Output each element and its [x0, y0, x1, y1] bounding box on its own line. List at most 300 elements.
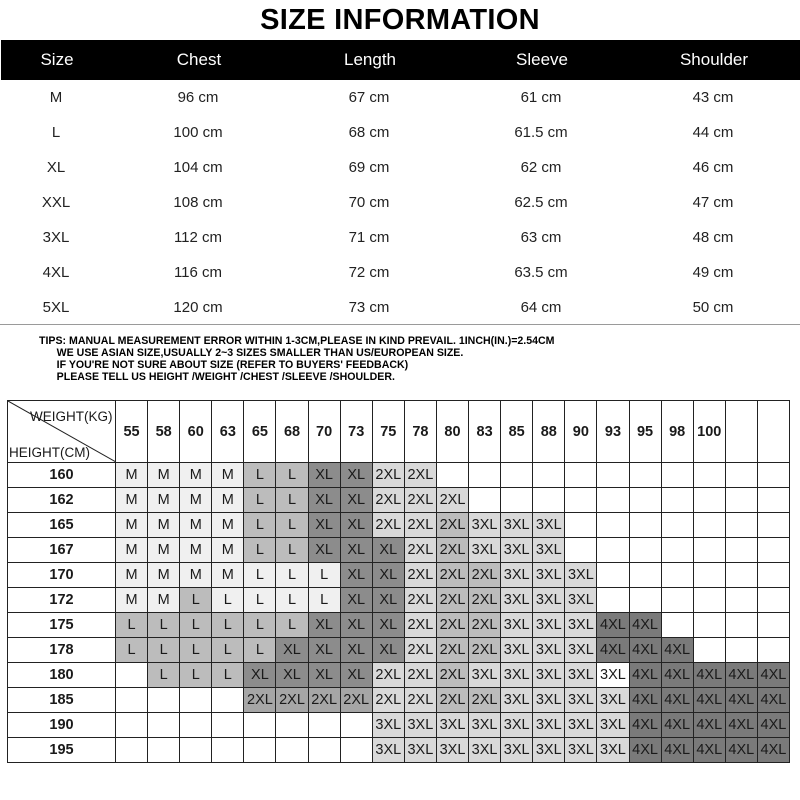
size-recommendation-cell: M [212, 538, 244, 563]
size-recommendation-cell: L [244, 513, 276, 538]
size-recommendation-cell [693, 563, 725, 588]
size-recommendation-cell: 3XL [533, 563, 565, 588]
size-recommendation-cell: 3XL [597, 663, 629, 688]
size-recommendation-cell: L [244, 538, 276, 563]
size-recommendation-cell: XL [308, 488, 340, 513]
size-recommendation-cell: 3XL [501, 688, 533, 713]
size-recommendation-cell [244, 713, 276, 738]
size-recommendation-cell [693, 463, 725, 488]
size-recommendation-cell: XL [340, 463, 372, 488]
chart-row [8, 588, 790, 613]
size-recommendation-cell: M [116, 513, 148, 538]
page-title: SIZE INFORMATION [260, 4, 540, 36]
size-recommendation-cell: 2XL [469, 613, 501, 638]
size-recommendation-cell [693, 513, 725, 538]
size-recommendation-cell: XL [372, 563, 404, 588]
size-row [0, 185, 800, 220]
size-recommendation-cell [757, 538, 789, 563]
chart-row [8, 463, 790, 488]
size-recommendation-cell: 3XL [436, 738, 468, 763]
size-cell-length: 67 cm [348, 89, 390, 106]
chart-row [8, 538, 790, 563]
size-recommendation-cell: 4XL [597, 638, 629, 663]
size-recommendation-cell: 2XL [404, 513, 436, 538]
size-recommendation-cell [116, 663, 148, 688]
size-recommendation-cell: 4XL [661, 713, 693, 738]
size-recommendation-cell [565, 538, 597, 563]
weight-header-cell: 88 [533, 401, 565, 463]
size-recommendation-cell: M [212, 463, 244, 488]
size-recommendation-cell: 2XL [404, 663, 436, 688]
size-recommendation-cell: L [148, 613, 180, 638]
size-recommendation-cell: 4XL [693, 713, 725, 738]
size-recommendation-cell [629, 463, 661, 488]
size-recommendation-cell: M [180, 513, 212, 538]
size-recommendation-cell: 3XL [565, 688, 597, 713]
weight-header-cell: 93 [597, 401, 629, 463]
size-recommendation-cell: XL [308, 613, 340, 638]
size-recommendation-cell: XL [340, 488, 372, 513]
size-recommendation-cell: L [244, 463, 276, 488]
size-cell-chest: 96 cm [177, 89, 219, 106]
height-weight-size-chart [7, 400, 790, 763]
size-cell-chest: 112 cm [173, 229, 223, 246]
size-row [0, 115, 800, 150]
size-recommendation-cell: 4XL [725, 688, 757, 713]
height-header-cell: 165 [8, 513, 116, 538]
size-recommendation-cell: XL [340, 513, 372, 538]
size-recommendation-cell [725, 638, 757, 663]
col-header-length: Length [344, 50, 396, 69]
size-recommendation-cell [757, 563, 789, 588]
chart-corner-cell [8, 401, 116, 463]
size-recommendation-cell: L [276, 588, 308, 613]
size-recommendation-cell: 2XL [404, 538, 436, 563]
weight-header-cell: 80 [436, 401, 468, 463]
size-recommendation-cell [244, 738, 276, 763]
size-recommendation-cell [116, 688, 148, 713]
size-recommendation-cell: M [212, 513, 244, 538]
size-recommendation-cell [501, 488, 533, 513]
height-header-cell: 162 [8, 488, 116, 513]
size-cell-length: 71 cm [348, 229, 390, 246]
size-recommendation-cell [180, 713, 212, 738]
size-recommendation-cell [180, 688, 212, 713]
size-recommendation-cell [629, 563, 661, 588]
size-recommendation-cell [116, 713, 148, 738]
col-header-shoulder: Shoulder [679, 50, 749, 69]
size-recommendation-cell: 2XL [372, 688, 404, 713]
size-recommendation-cell: 2XL [372, 663, 404, 688]
size-recommendation-cell: 4XL [629, 688, 661, 713]
size-cell-shoulder: 47 cm [692, 194, 734, 211]
size-recommendation-cell: 3XL [533, 613, 565, 638]
size-recommendation-cell [308, 713, 340, 738]
size-recommendation-cell: M [180, 463, 212, 488]
size-recommendation-cell: 4XL [693, 738, 725, 763]
size-recommendation-cell: L [116, 638, 148, 663]
size-cell-sleeve: 61 cm [520, 89, 562, 106]
size-recommendation-cell: 3XL [469, 513, 501, 538]
weight-header-cell: 65 [244, 401, 276, 463]
size-row [0, 255, 800, 290]
size-recommendation-cell [757, 463, 789, 488]
size-recommendation-cell: 2XL [276, 688, 308, 713]
height-header-cell: 167 [8, 538, 116, 563]
height-header-cell: 185 [8, 688, 116, 713]
size-cell-length: 70 cm [348, 194, 390, 211]
size-recommendation-cell [565, 488, 597, 513]
size-recommendation-cell: L [276, 513, 308, 538]
size-recommendation-cell [693, 488, 725, 513]
size-recommendation-cell [340, 713, 372, 738]
size-cell-chest: 108 cm [173, 194, 223, 211]
size-recommendation-cell: XL [308, 538, 340, 563]
size-recommendation-cell: 3XL [565, 563, 597, 588]
chart-row [8, 688, 790, 713]
size-recommendation-cell: 3XL [469, 713, 501, 738]
size-recommendation-cell: 3XL [565, 588, 597, 613]
size-recommendation-cell [116, 738, 148, 763]
chart-row [8, 738, 790, 763]
size-recommendation-cell: 2XL [404, 588, 436, 613]
size-recommendation-cell: 3XL [565, 738, 597, 763]
size-recommendation-cell: M [180, 563, 212, 588]
size-recommendation-cell: M [212, 563, 244, 588]
size-recommendation-cell: M [116, 538, 148, 563]
chart-row [8, 663, 790, 688]
size-recommendation-cell: 3XL [469, 538, 501, 563]
size-recommendation-cell [597, 513, 629, 538]
size-recommendation-cell: 2XL [469, 688, 501, 713]
size-recommendation-cell: XL [372, 613, 404, 638]
size-row [0, 220, 800, 255]
size-recommendation-cell: M [148, 588, 180, 613]
size-recommendation-cell [276, 738, 308, 763]
size-recommendation-cell: 4XL [629, 613, 661, 638]
size-recommendation-cell: 3XL [436, 713, 468, 738]
size-recommendation-cell: 3XL [469, 663, 501, 688]
weight-header-cell: 70 [308, 401, 340, 463]
size-cell-chest: 104 cm [173, 159, 223, 176]
size-recommendation-cell: L [148, 663, 180, 688]
size-recommendation-cell: 2XL [436, 638, 468, 663]
size-recommendation-cell [212, 738, 244, 763]
height-header-cell: 172 [8, 588, 116, 613]
size-recommendation-cell: 3XL [533, 588, 565, 613]
size-recommendation-cell: 2XL [404, 613, 436, 638]
size-recommendation-cell: M [180, 538, 212, 563]
size-recommendation-cell: 2XL [404, 488, 436, 513]
weight-header-cell: 55 [116, 401, 148, 463]
size-recommendation-cell: 4XL [661, 688, 693, 713]
size-recommendation-cell: 2XL [436, 513, 468, 538]
size-recommendation-cell: 3XL [501, 613, 533, 638]
size-cell-length: 69 cm [348, 159, 390, 176]
size-cell-length: 72 cm [348, 264, 390, 281]
chart-row [8, 638, 790, 663]
height-header-cell: 178 [8, 638, 116, 663]
size-table-body [0, 80, 800, 325]
size-recommendation-cell: 3XL [533, 538, 565, 563]
size-recommendation-cell [597, 463, 629, 488]
size-recommendation-cell: L [244, 613, 276, 638]
size-recommendation-cell: 4XL [757, 738, 789, 763]
size-recommendation-cell [180, 738, 212, 763]
size-recommendation-cell: 3XL [501, 588, 533, 613]
size-recommendation-cell: 3XL [533, 638, 565, 663]
size-recommendation-cell [757, 488, 789, 513]
size-recommendation-cell: M [116, 563, 148, 588]
chart-row [8, 488, 790, 513]
size-cell-size: L [51, 124, 61, 141]
size-recommendation-cell: 2XL [436, 613, 468, 638]
size-cell-size: 4XL [42, 264, 70, 281]
size-recommendation-cell: 2XL [308, 688, 340, 713]
size-recommendation-cell: XL [308, 463, 340, 488]
tips-line: IF YOU'RE NOT SURE ABOUT SIZE (REFER TO BUYERS' FEEDBACK) [39, 359, 409, 371]
size-cell-sleeve: 61.5 cm [514, 124, 568, 141]
col-header-sleeve: Sleeve [516, 50, 568, 69]
size-recommendation-cell [148, 713, 180, 738]
size-row [0, 150, 800, 185]
size-recommendation-cell: 2XL [469, 563, 501, 588]
size-cell-shoulder: 44 cm [692, 124, 734, 141]
size-recommendation-cell [725, 563, 757, 588]
size-recommendation-cell [533, 488, 565, 513]
size-recommendation-cell: L [180, 588, 212, 613]
size-recommendation-cell [308, 738, 340, 763]
size-cell-chest: 100 cm [173, 124, 223, 141]
size-recommendation-cell [629, 538, 661, 563]
size-recommendation-cell: XL [340, 588, 372, 613]
size-recommendation-cell: 3XL [501, 738, 533, 763]
size-recommendation-cell: M [116, 488, 148, 513]
size-recommendation-cell [501, 463, 533, 488]
size-recommendation-cell: M [180, 488, 212, 513]
size-recommendation-cell [693, 538, 725, 563]
size-recommendation-cell: 4XL [629, 663, 661, 688]
size-recommendation-cell: 2XL [404, 463, 436, 488]
size-recommendation-cell [693, 638, 725, 663]
size-recommendation-cell [533, 463, 565, 488]
size-recommendation-cell [757, 613, 789, 638]
size-recommendation-cell: L [244, 588, 276, 613]
size-cell-length: 73 cm [348, 299, 390, 316]
size-recommendation-cell: 4XL [693, 688, 725, 713]
size-recommendation-cell: L [308, 563, 340, 588]
weight-header-cell: 83 [469, 401, 501, 463]
size-recommendation-cell: 3XL [501, 538, 533, 563]
size-recommendation-cell: L [148, 638, 180, 663]
size-recommendation-cell [725, 513, 757, 538]
size-recommendation-cell [597, 488, 629, 513]
col-header-chest: Chest [176, 50, 222, 69]
size-cell-sleeve: 63.5 cm [514, 264, 568, 281]
size-recommendation-cell: L [308, 588, 340, 613]
size-recommendation-cell: 3XL [404, 713, 436, 738]
size-recommendation-cell: 4XL [757, 663, 789, 688]
size-cell-size: XXL [41, 194, 71, 211]
size-recommendation-cell [661, 488, 693, 513]
size-recommendation-cell: 2XL [372, 463, 404, 488]
size-recommendation-cell: L [276, 538, 308, 563]
height-header-cell: 175 [8, 613, 116, 638]
size-recommendation-cell [629, 488, 661, 513]
size-recommendation-cell [661, 463, 693, 488]
size-recommendation-cell [436, 463, 468, 488]
weight-header-cell: 63 [212, 401, 244, 463]
size-recommendation-cell: XL [372, 638, 404, 663]
size-recommendation-cell: 2XL [469, 638, 501, 663]
size-cell-shoulder: 46 cm [692, 159, 734, 176]
size-recommendation-cell: M [148, 488, 180, 513]
height-header-cell: 180 [8, 663, 116, 688]
size-recommendation-cell: 3XL [372, 738, 404, 763]
weight-header-cell: 78 [404, 401, 436, 463]
weight-header-cell: 75 [372, 401, 404, 463]
size-recommendation-cell: L [212, 663, 244, 688]
size-recommendation-cell: 2XL [436, 538, 468, 563]
size-recommendation-cell [661, 588, 693, 613]
size-recommendation-cell: 3XL [501, 713, 533, 738]
weight-axis-label: WEIGHT(KG) [30, 409, 113, 424]
size-recommendation-cell: 3XL [533, 513, 565, 538]
weight-header-cell: 73 [340, 401, 372, 463]
size-recommendation-cell: 2XL [436, 488, 468, 513]
tips-line: PLEASE TELL US HEIGHT /WEIGHT /CHEST /SLEEVE /SHOULDER. [39, 371, 395, 383]
size-recommendation-cell: 2XL [436, 688, 468, 713]
size-recommendation-cell: 4XL [725, 713, 757, 738]
weight-header-cell: 90 [565, 401, 597, 463]
size-recommendation-cell [725, 613, 757, 638]
size-recommendation-cell: XL [340, 538, 372, 563]
size-row [0, 290, 800, 325]
weight-header-cell: 58 [148, 401, 180, 463]
size-recommendation-cell [340, 738, 372, 763]
size-recommendation-cell [629, 588, 661, 613]
chart-row [8, 513, 790, 538]
size-recommendation-cell: 2XL [404, 638, 436, 663]
size-recommendation-cell: XL [276, 638, 308, 663]
size-recommendation-cell: 4XL [629, 738, 661, 763]
size-recommendation-cell: 4XL [597, 613, 629, 638]
chart-header-row [8, 401, 790, 463]
size-recommendation-cell [597, 538, 629, 563]
size-cell-shoulder: 48 cm [692, 229, 734, 246]
tips-line: WE USE ASIAN SIZE,USUALLY 2~3 SIZES SMALLER THAN US/EUROPEAN SIZE. [39, 347, 464, 359]
weight-header-cell [725, 401, 757, 463]
size-recommendation-cell: M [148, 538, 180, 563]
size-recommendation-cell: 3XL [501, 563, 533, 588]
size-row [0, 80, 800, 115]
chart-row [8, 563, 790, 588]
size-cell-size: XL [46, 159, 66, 176]
size-recommendation-cell: 4XL [661, 638, 693, 663]
size-recommendation-cell [757, 513, 789, 538]
size-recommendation-cell: 3XL [469, 738, 501, 763]
weight-header-cell: 100 [693, 401, 725, 463]
size-recommendation-cell: L [212, 613, 244, 638]
size-recommendation-cell: 4XL [725, 663, 757, 688]
size-recommendation-cell [725, 538, 757, 563]
size-recommendation-cell: 4XL [693, 663, 725, 688]
weight-header-cell: 60 [180, 401, 212, 463]
size-recommendation-cell [148, 688, 180, 713]
size-recommendation-cell: 2XL [244, 688, 276, 713]
tips-block [39, 335, 555, 383]
size-recommendation-cell: 3XL [565, 663, 597, 688]
size-recommendation-cell: L [276, 463, 308, 488]
size-recommendation-cell: 3XL [533, 738, 565, 763]
size-recommendation-cell: 2XL [372, 488, 404, 513]
chart-row [8, 713, 790, 738]
size-recommendation-cell: L [276, 613, 308, 638]
weight-header-cell: 68 [276, 401, 308, 463]
size-recommendation-cell: 3XL [501, 513, 533, 538]
size-recommendation-cell: XL [340, 563, 372, 588]
weight-header-cell: 98 [661, 401, 693, 463]
size-recommendation-cell [212, 713, 244, 738]
size-recommendation-cell: 2XL [436, 588, 468, 613]
size-recommendation-cell: M [116, 588, 148, 613]
size-recommendation-cell: XL [308, 638, 340, 663]
size-recommendation-cell: 3XL [372, 713, 404, 738]
size-recommendation-cell [148, 738, 180, 763]
size-cell-chest: 120 cm [173, 299, 223, 316]
size-recommendation-cell: 2XL [469, 588, 501, 613]
size-recommendation-cell: M [148, 513, 180, 538]
size-cell-sleeve: 62.5 cm [514, 194, 568, 211]
size-recommendation-cell: XL [308, 663, 340, 688]
height-axis-label: HEIGHT(CM) [9, 445, 90, 460]
size-recommendation-cell: M [148, 463, 180, 488]
size-recommendation-cell: L [180, 613, 212, 638]
height-header-cell: 195 [8, 738, 116, 763]
size-recommendation-cell: 2XL [404, 563, 436, 588]
size-recommendation-cell: L [116, 613, 148, 638]
size-recommendation-cell [725, 463, 757, 488]
size-table-header [1, 40, 800, 80]
size-recommendation-cell: 3XL [565, 638, 597, 663]
size-recommendation-cell [629, 513, 661, 538]
size-recommendation-cell: L [212, 588, 244, 613]
size-cell-size: 3XL [42, 229, 70, 246]
size-recommendation-cell [725, 488, 757, 513]
height-header-cell: 160 [8, 463, 116, 488]
size-recommendation-cell: L [244, 563, 276, 588]
size-recommendation-cell: 3XL [501, 638, 533, 663]
size-recommendation-cell [693, 613, 725, 638]
size-recommendation-cell: 2XL [372, 513, 404, 538]
size-recommendation-cell: XL [372, 538, 404, 563]
size-recommendation-cell: 2XL [340, 688, 372, 713]
weight-header-cell [757, 401, 789, 463]
size-recommendation-cell: M [212, 488, 244, 513]
size-recommendation-cell: 3XL [597, 713, 629, 738]
size-recommendation-cell: XL [340, 663, 372, 688]
size-recommendation-cell: 2XL [436, 663, 468, 688]
size-recommendation-cell [212, 688, 244, 713]
size-recommendation-cell: 4XL [661, 663, 693, 688]
size-recommendation-cell [661, 538, 693, 563]
divider [0, 324, 800, 325]
height-header-cell: 190 [8, 713, 116, 738]
size-cell-shoulder: 50 cm [692, 299, 734, 316]
size-recommendation-cell: 2XL [404, 688, 436, 713]
size-recommendation-cell: XL [340, 613, 372, 638]
size-recommendation-cell [276, 713, 308, 738]
